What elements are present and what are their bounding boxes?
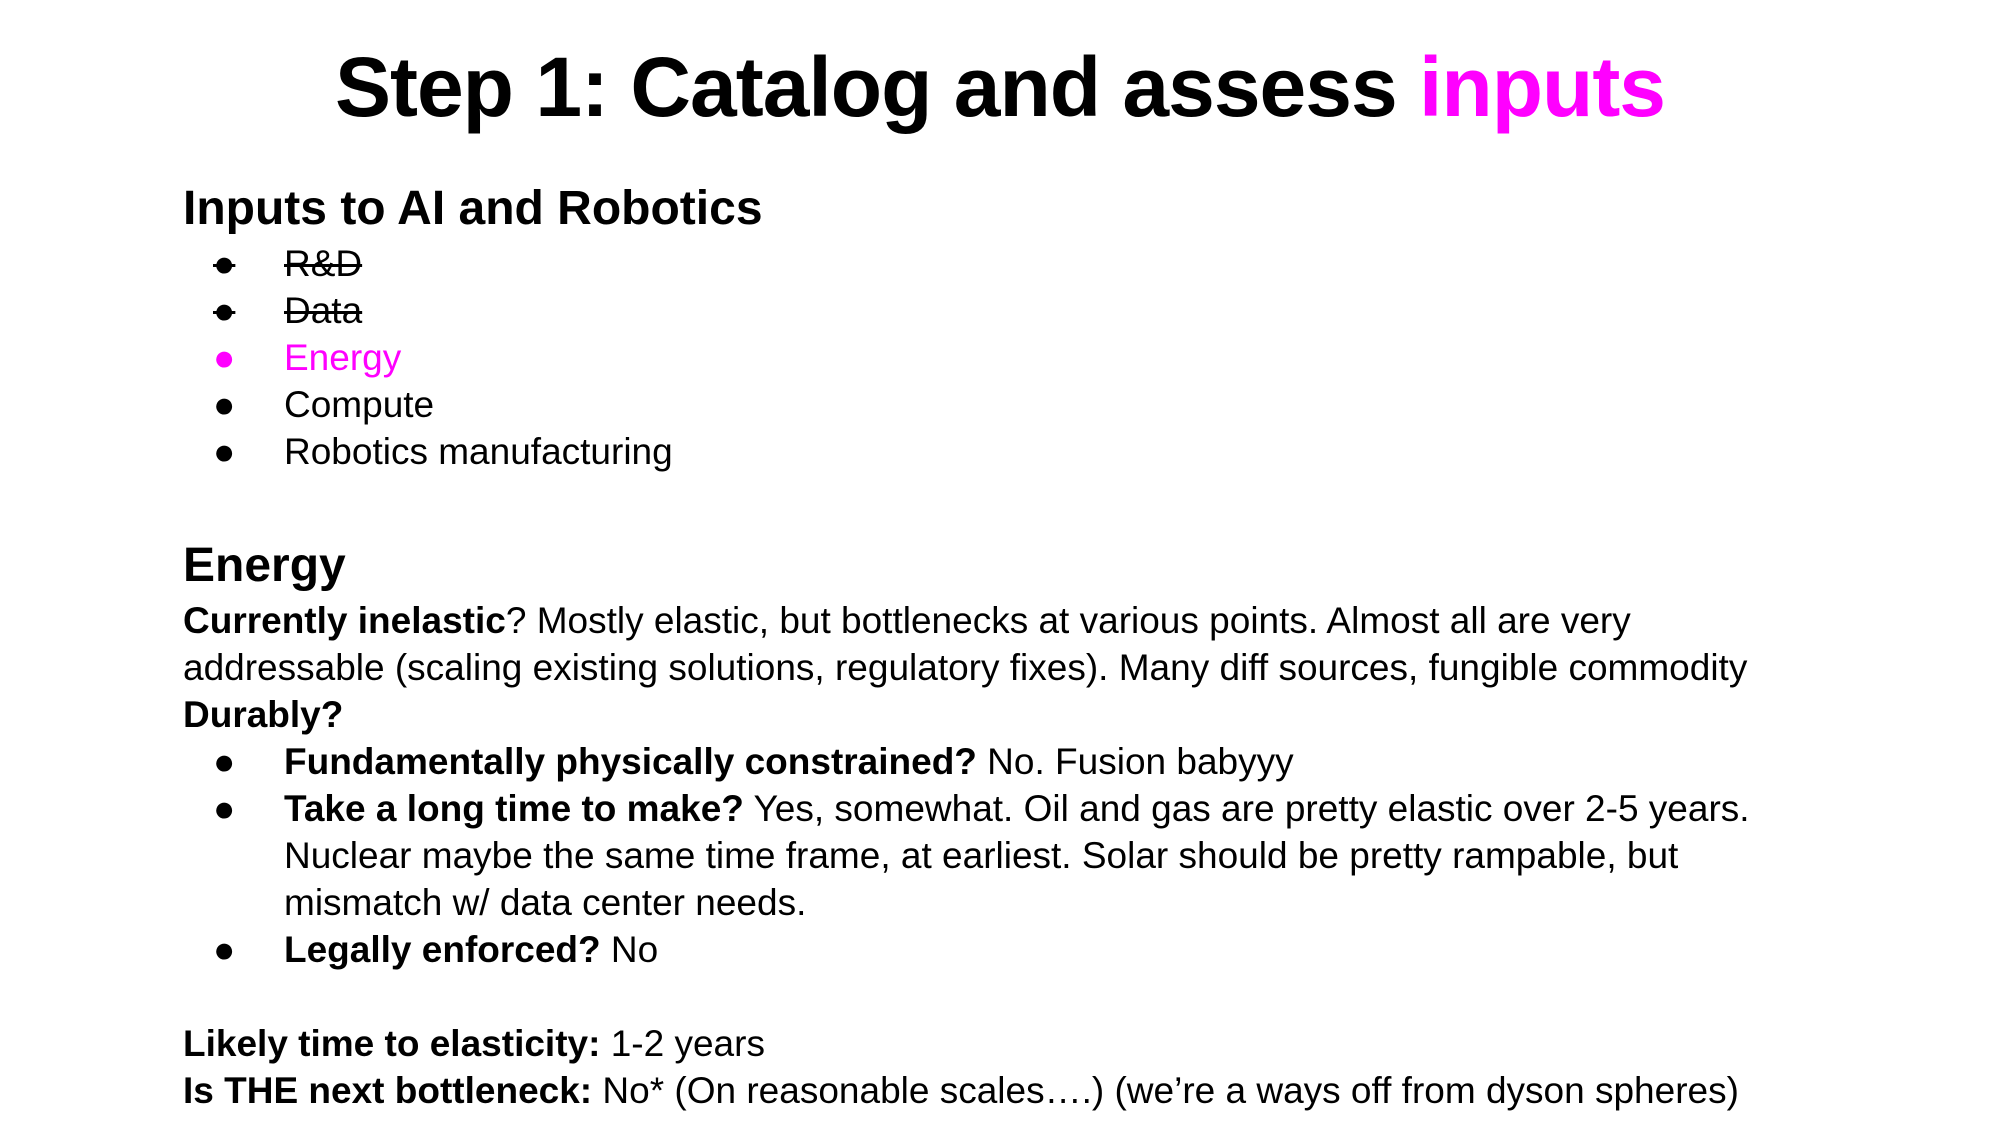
durably-item-text: Nuclear maybe the same time frame, at earliest. Solar should be pretty rampable, but [284, 835, 1679, 876]
durably-list-item [183, 785, 1823, 926]
bullet-icon: ● [213, 337, 236, 378]
currently-inelastic-paragraph [183, 597, 1863, 738]
inputs-heading: Inputs to AI and Robotics [183, 182, 763, 235]
inputs-item-label: Energy [284, 337, 402, 378]
durably-list-item [183, 738, 1823, 785]
currently-text-2: addressable (scaling existing solutions, regulatory fixes). Many diff sources, fungible commodity [183, 647, 1748, 688]
durably-list-item [183, 926, 1823, 973]
slide-title-accent: inputs [1419, 40, 1666, 134]
durably-label [183, 691, 1863, 738]
summary-paragraph [183, 1020, 1863, 1114]
next-bottleneck [183, 1067, 1863, 1114]
currently-label: Currently inelastic [183, 600, 506, 641]
inputs-list-item [183, 381, 673, 428]
inputs-list-item [183, 428, 673, 475]
slide-title-main: Step 1: Catalog and assess [334, 40, 1420, 134]
durably-item-line [284, 785, 1823, 832]
bullet-icon: ● [213, 384, 236, 425]
currently-line-1 [183, 597, 1863, 644]
time-value: 1-2 years [600, 1023, 765, 1064]
inputs-list-item [183, 287, 673, 334]
inputs-list-item [183, 240, 673, 287]
bottleneck-label: Is THE next bottleneck: [183, 1070, 593, 1111]
bottleneck-value: No* (On reasonable scales….) (we’re a ways off from dyson spheres) [592, 1070, 1739, 1111]
durably-item-line [284, 738, 1823, 785]
inputs-item-label: R&D [284, 243, 363, 284]
bullet-icon: ● [213, 929, 236, 970]
slide-title [0, 34, 2000, 140]
energy-heading: Energy [183, 539, 346, 592]
bullet-icon: ● [213, 788, 236, 829]
time-label: Likely time to elasticity: [183, 1023, 601, 1064]
inputs-item-label: Compute [284, 384, 435, 425]
bullet-icon: ● [213, 290, 236, 331]
durably-item-label: Fundamentally physically constrained? [284, 741, 977, 782]
inputs-item-label: Robotics manufacturing [284, 431, 673, 472]
bullet-icon: ● [213, 431, 236, 472]
inputs-item-label: Data [284, 290, 363, 331]
durably-item-line [284, 926, 1823, 973]
durably-item-text: Yes, somewhat. Oil and gas are pretty elastic over 2-5 years. [743, 788, 1750, 829]
durably-item-text: No [600, 929, 659, 970]
bullet-icon: ● [213, 243, 236, 284]
time-to-elasticity [183, 1020, 1863, 1067]
inputs-list [183, 240, 673, 475]
durably-list [183, 738, 1823, 973]
inputs-list-item [183, 334, 673, 381]
durably-item-text: mismatch w/ data center needs. [284, 882, 807, 923]
currently-text-1: ? Mostly elastic, but bottlenecks at various points. Almost all are very [505, 600, 1631, 641]
durably-label-text: Durably? [183, 694, 344, 735]
durably-item-label: Legally enforced? [284, 929, 601, 970]
durably-item-label: Take a long time to make? [284, 788, 744, 829]
bullet-icon: ● [213, 741, 236, 782]
durably-item-text: No. Fusion babyyy [976, 741, 1294, 782]
